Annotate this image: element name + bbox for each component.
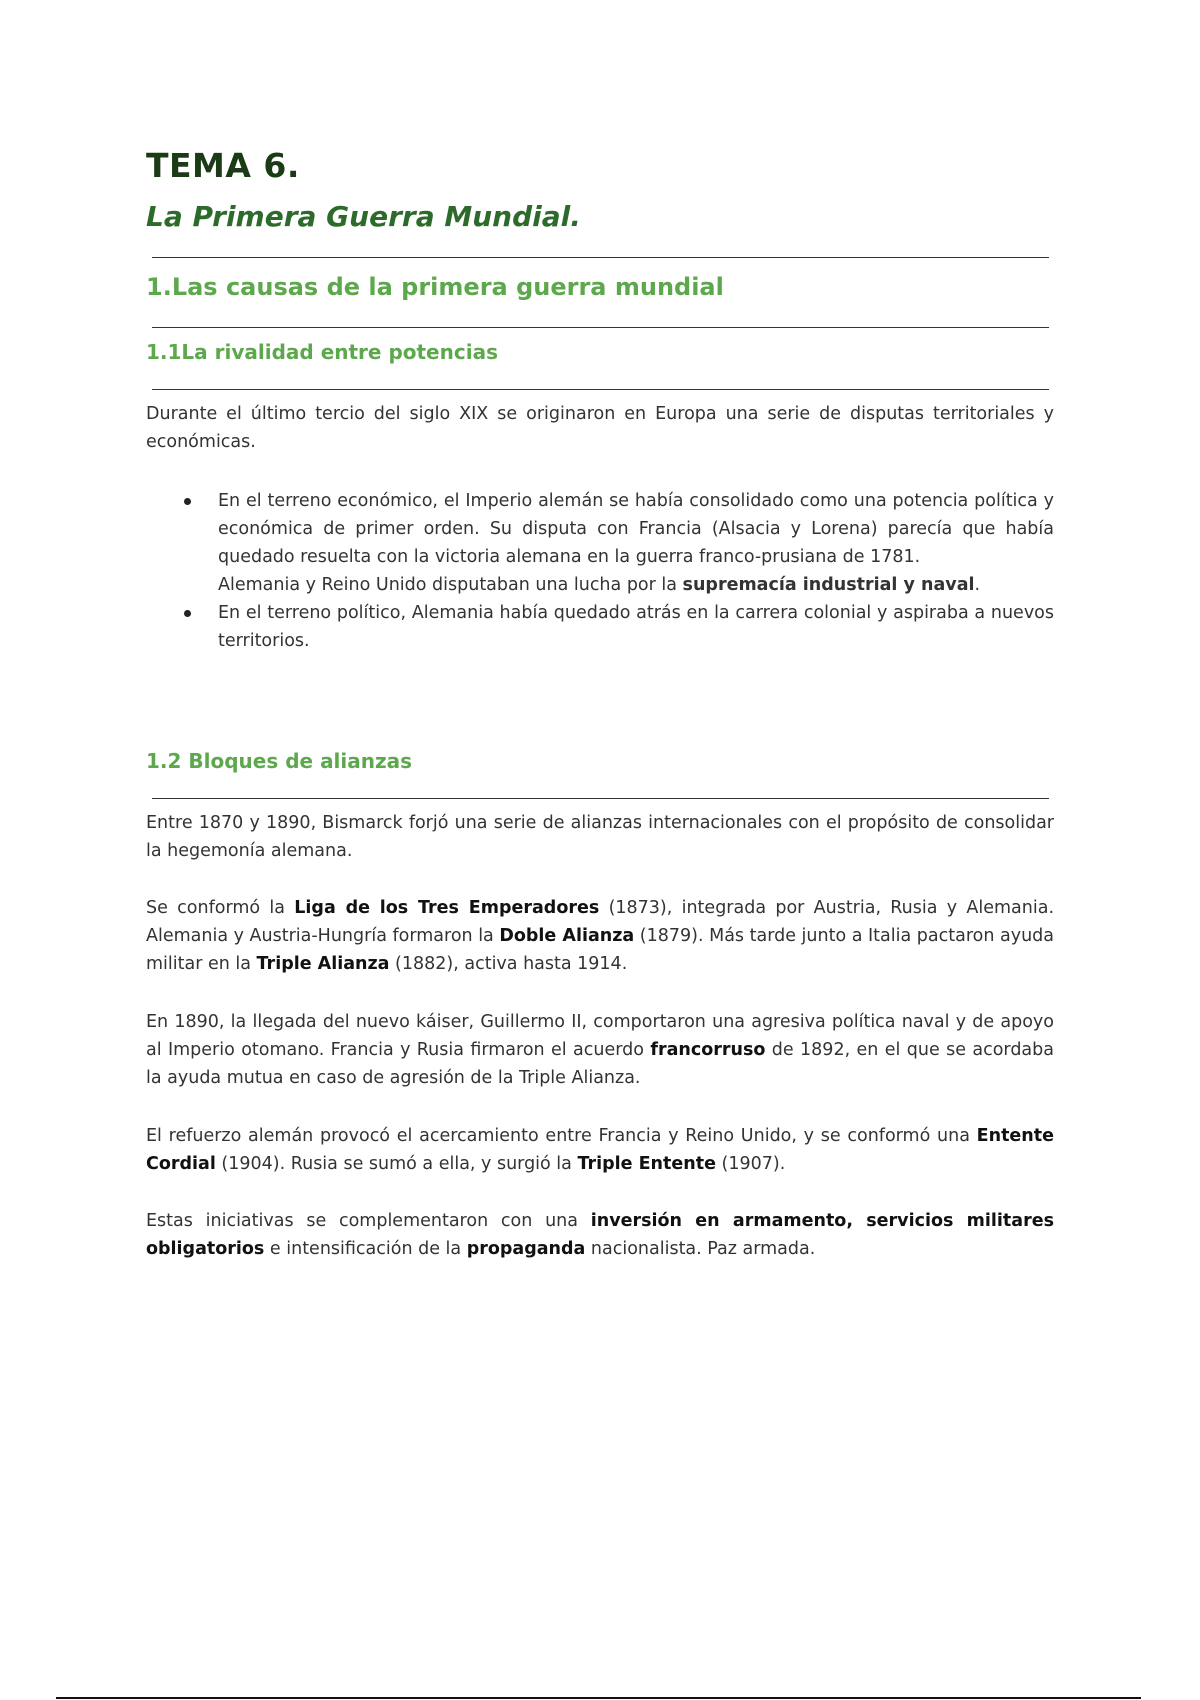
bullet-text: En el terreno económico, el Imperio alemán se había consolidado como una potencia política y económica de primer orden. Su disputa con Francia (Alsacia y Lorena) parecía que había quedado resuelta con la victoria alemana en la guerra franco-prusiana de 1781.: [218, 491, 1054, 567]
list-item: [146, 487, 1054, 599]
text-span: nacionalista. Paz armada.: [585, 1239, 816, 1259]
paragraph: [146, 1122, 1054, 1178]
divider: [152, 257, 1049, 258]
tema-number: TEMA 6.: [146, 146, 300, 185]
bold-term: Entente Cordial: [146, 1126, 1054, 1174]
paragraph: [146, 1207, 1054, 1263]
intro-paragraph: Durante el último tercio del siglo XIX se originaron en Europa una serie de disputas territoriales y económicas.: [146, 404, 1054, 452]
bullet-list: [146, 487, 1054, 655]
paragraph: Entre 1870 y 1890, Bismarck forjó una serie de alianzas internacionales con el propósito de consolidar la hegemonía alemana.: [146, 813, 1054, 861]
section-heading-causas: 1.Las causas de la primera guerra mundial: [146, 273, 724, 301]
subsection-heading-alianzas: 1.2 Bloques de alianzas: [146, 749, 413, 773]
text-span: (1873), integrada por Austria, Rusia y Alemania. Alemania y Austria-Hungría formaron la: [146, 898, 1055, 946]
bullet-dot-icon: [184, 610, 191, 617]
bold-term: supremacía industrial y naval: [682, 575, 975, 595]
bullet-dot-icon: [184, 498, 191, 505]
text-span: Estas iniciativas se complementaron con una: [146, 1211, 591, 1231]
text-span: El refuerzo alemán provocó el acercamiento entre Francia y Reino Unido, y se conformó una: [146, 1126, 977, 1146]
bold-term: francorruso: [650, 1040, 766, 1060]
text-span: (1879). Más tarde junto a Italia pactaron ayuda militar en la: [146, 926, 1055, 974]
bold-term: Triple Entente: [577, 1154, 716, 1174]
subsection-heading-rivalidad: 1.1La rivalidad entre potencias: [146, 340, 498, 364]
bullet-text-cont: Alemania y Reino Unido disputaban una lucha por la: [218, 575, 683, 595]
divider: [152, 389, 1049, 390]
bold-term: inversión en armamento, servicios militares obligatorios: [146, 1211, 1054, 1259]
text-span: e intensificación de la: [264, 1239, 467, 1259]
divider: [152, 327, 1049, 328]
divider: [152, 798, 1049, 799]
bullet-text-end: .: [974, 575, 981, 595]
paragraph: [146, 1008, 1054, 1092]
text-span: En 1890, la llegada del nuevo káiser, Guillermo II, comportaron una agresiva política naval y de apoyo al Imperio otomano. Francia y Rusia firmaron el acuerdo: [146, 1012, 1054, 1060]
text-span: de 1892, en el que se acordaba la ayuda mutua en caso de agresión de la Triple Alianza.: [146, 1040, 1054, 1088]
list-item: [146, 599, 1054, 655]
bold-term: propaganda: [466, 1239, 586, 1259]
text-span: Se conformó la: [146, 898, 295, 918]
document-subtitle: La Primera Guerra Mundial.: [146, 200, 581, 233]
bold-term: Triple Alianza: [256, 954, 390, 974]
page-bottom-border: [56, 1697, 1141, 1699]
text-span: (1907).: [715, 1154, 786, 1174]
text-span: (1882), activa hasta 1914.: [389, 954, 628, 974]
bold-term: Liga de los Tres Emperadores: [294, 898, 600, 918]
bullet-text: En el terreno político, Alemania había quedado atrás en la carrera colonial y aspiraba a nuevos territorios.: [218, 603, 1054, 651]
paragraph: [146, 894, 1054, 978]
text-span: (1904). Rusia se sumó a ella, y surgió la: [215, 1154, 578, 1174]
bold-term: Doble Alianza: [499, 926, 635, 946]
